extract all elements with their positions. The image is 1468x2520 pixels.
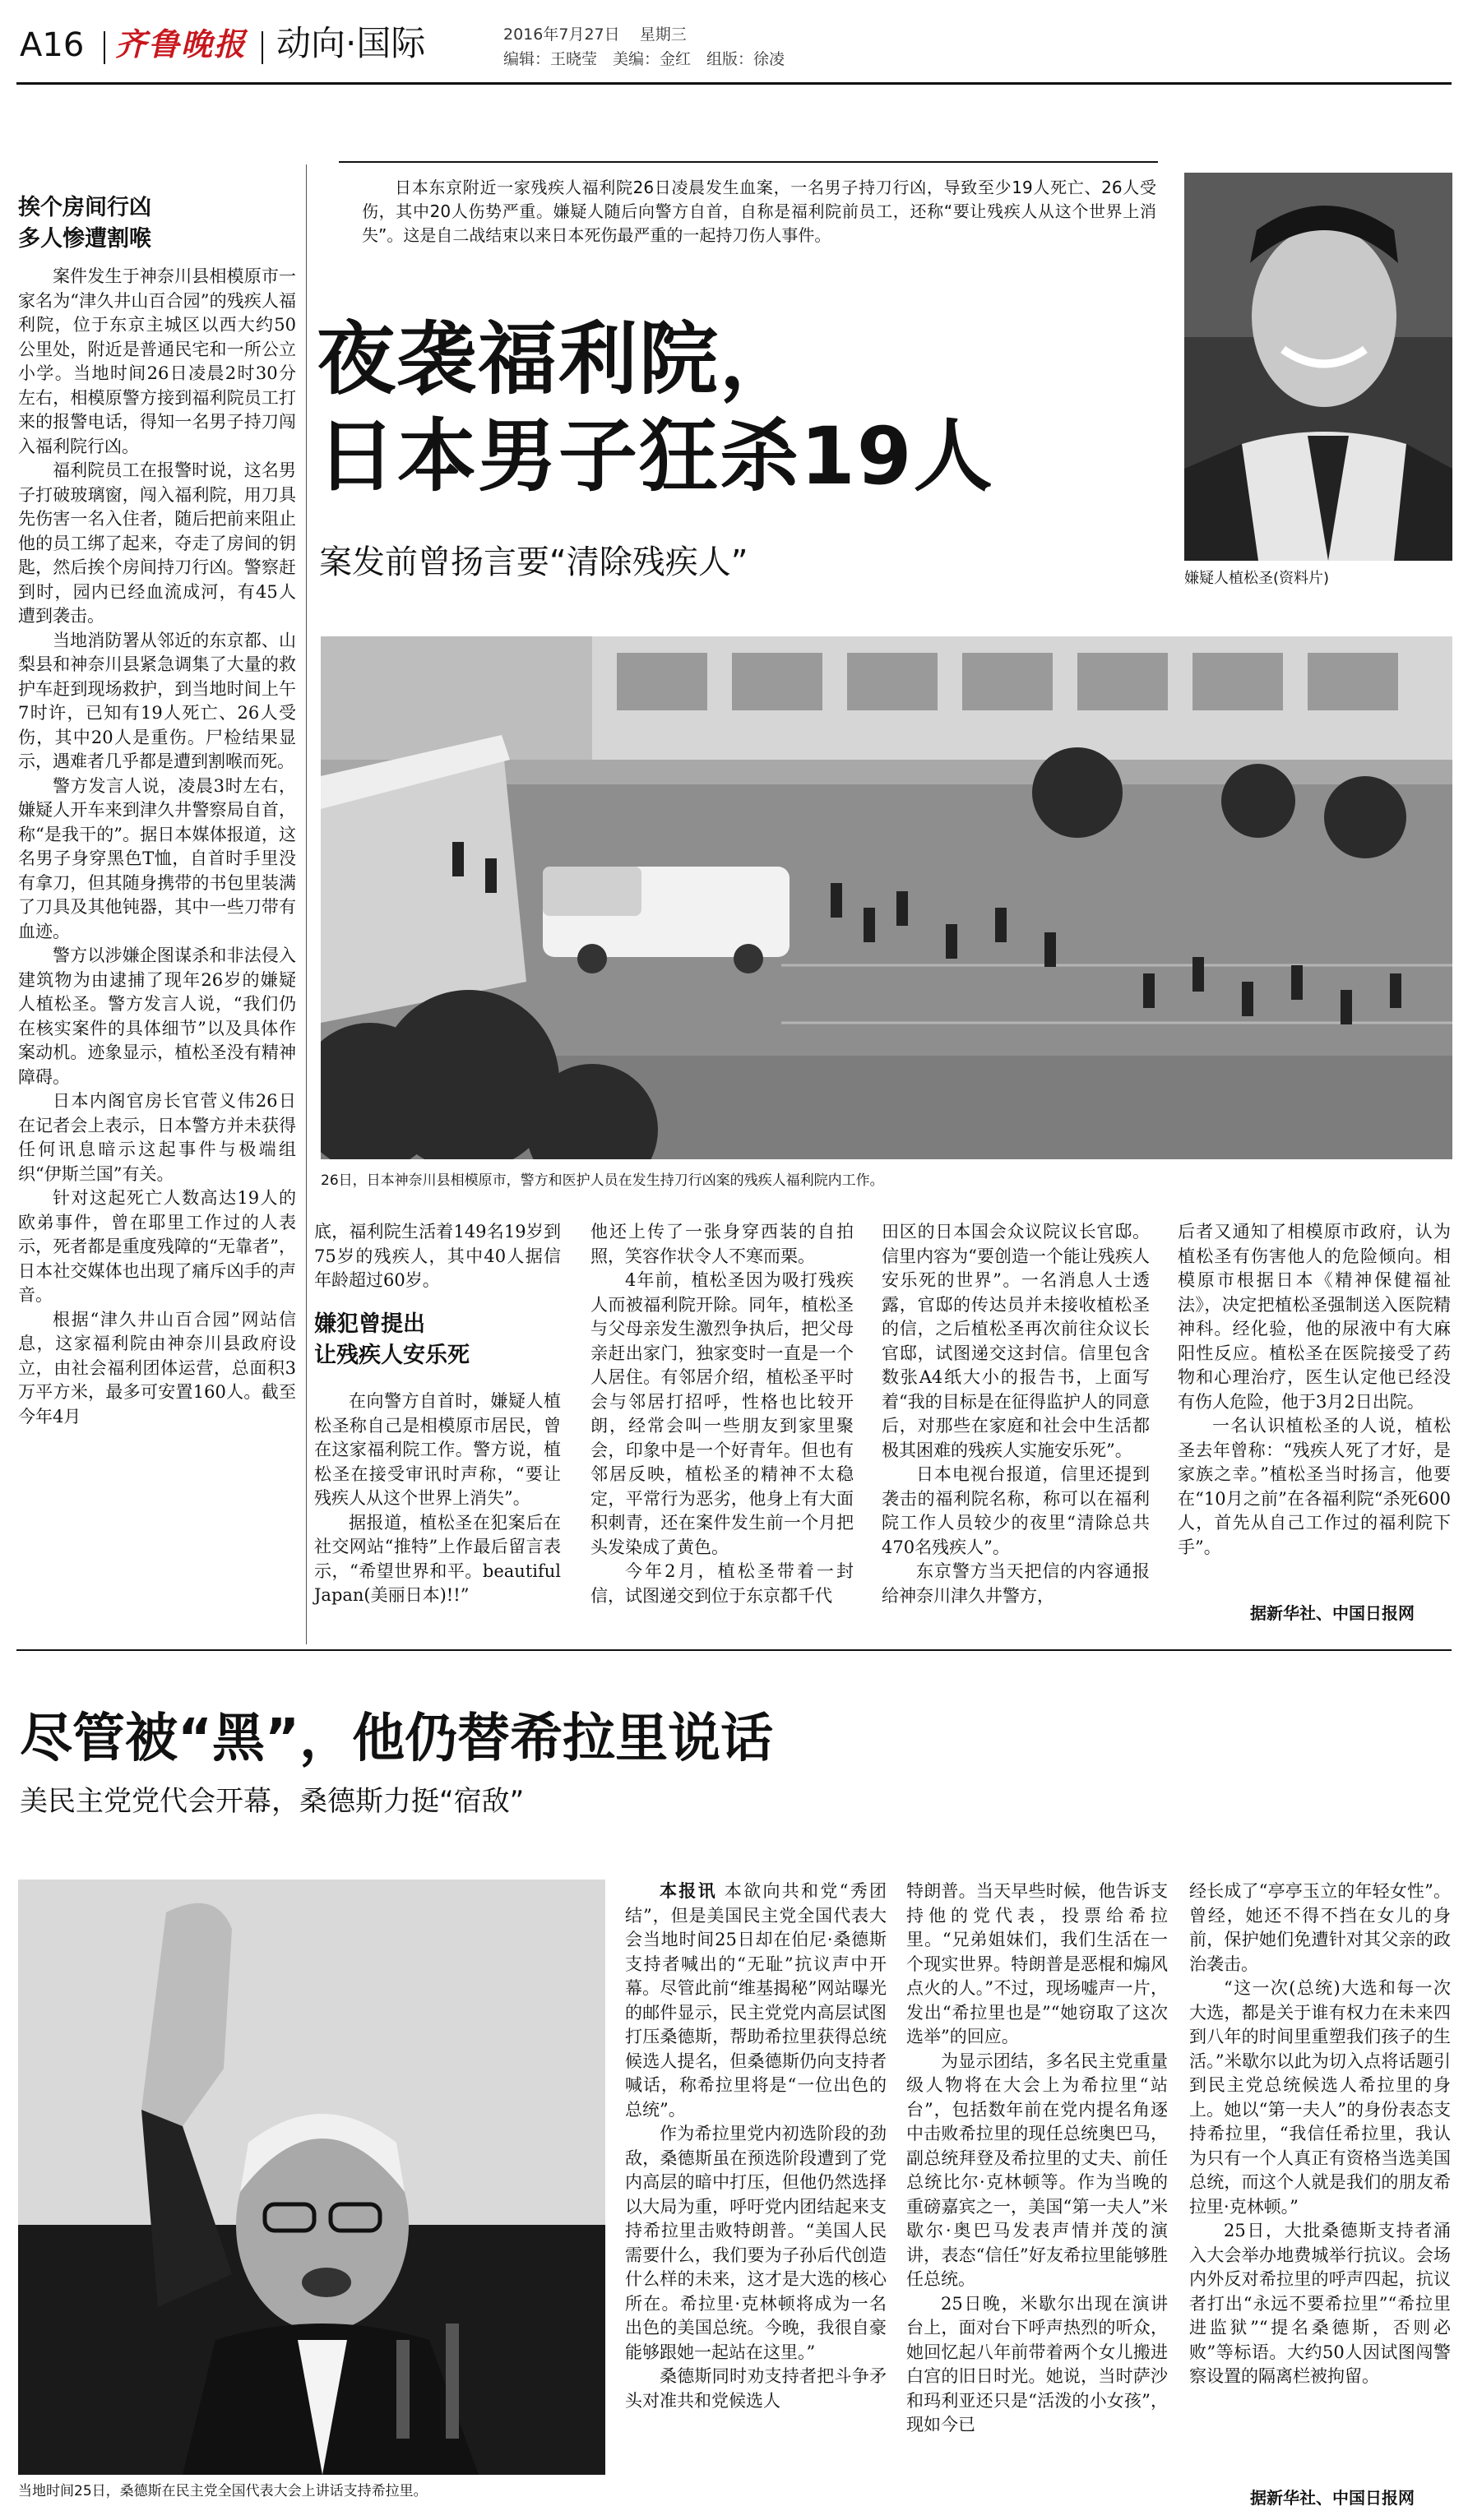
masthead	[0, 0, 1468, 82]
paragraph: “这一次(总统)大选和每一次大选，都是关于谁有权力在未来四到八年的时间里重塑我们孩子的生活。”米歇尔以此为切入点将话题引到民主党总统候选人希拉里的身上。她以“第一夫人”的身份表态支持希拉里，“我信任希拉里，我认为只有一个人真正有资格当选美国总统，而这个人就是我们的朋友希拉里·克林顿。”	[1189, 1978, 1451, 2217]
story2-col3	[1189, 1880, 1451, 2389]
story2-col1	[625, 1880, 887, 2413]
paragraph: 案件发生于神奈川县相模原市一家名为“津久井山百合园”的残疾人福利院，位于东京主城区以西大约50公里处，附近是普通民宅和一所公立小学。当地时间26日凌晨2时30分左右，相模原警方接到福利院员工打来的报警电话，得知一名男子持刀闯入福利院行凶。	[18, 266, 296, 456]
scene-illustration	[321, 636, 1452, 1159]
reporter-tag: 本报讯	[660, 1881, 717, 1901]
story2-headline: 尽管被“黑”，他仍替希拉里说话	[20, 1709, 774, 1769]
paper-name-logo: 齐鲁晚报	[115, 25, 248, 62]
paragraph: 东京警方当天把信的内容通报给神奈川津久井警方，	[882, 1561, 1150, 1606]
paragraph: 据报道，植松圣在犯案后在社交网站“推特”上作最后留言表示，“希望世界和平。beautiful Japan(美丽日本)!!”	[314, 1512, 561, 1605]
sidebar-body	[18, 265, 296, 1429]
masthead-rule	[16, 82, 1452, 85]
paragraph: 作为希拉里党内初选阶段的劲敌，桑德斯虽在预选阶段遭到了党内高层的暗中打压，但他仍然选择以大局为重，呼吁党内团结起来支持希拉里击败特朗普。“美国人民需要什么，我们要为子孙后代创造什么样的未来，这才是大选的核心所在。希拉里·克林顿将成为一名出色的美国总统。今晚，我很自豪能够跟她一起站在这里。”	[625, 2124, 887, 2362]
story2-source: 据新华社、中国日报网	[1250, 2488, 1415, 2508]
column-rule	[306, 164, 307, 1644]
paragraph: 4年前，植松圣因为吸打残疾人而被福利院开除。同年，植松圣与父母亲发生激烈争执后，把父母亲赶出家门，独家变时一直是一个人居住。有邻居介绍，植松圣平时会与邻居打招呼，性格也比较开朗，经常会叫一些朋友到家里聚会，印象中是一个好青年。但也有邻居反映，植松圣的精神不太稳定，平常行为恶劣，他身上有大面积刺青，还在案件发生前一个月把头发染成了黄色。	[590, 1270, 854, 1557]
story-divider	[16, 1649, 1452, 1651]
story1-subheadline: 案发前曾扬言要“清除残疾人”	[319, 543, 748, 581]
paragraph: 警方发言人说，凌晨3时左右，嫌疑人开车来到津久井警察局自首，称“是我干的”。据日本媒体报道，这名男子身穿黑色T恤，自首时手里没有拿刀，但其随身携带的书包里装满了刀具及其他钝器，其中一些刀带有血迹。	[18, 775, 296, 941]
sidebar-heading-line2: 多人惨遭割喉	[18, 226, 151, 252]
story1-col2	[314, 1389, 561, 1608]
story1-lede: 日本东京附近一家残疾人福利院26日凌晨发生血案，一名男子持刀行凶，导致至少19人死亡、26人受伤，其中20人伤势严重。嫌疑人随后向警方自首，自称是福利院前员工，还称“要让残疾人从这个世界上消失”。这是自二战结束以来日本死伤最严重的一起持刀伤人事件。	[362, 178, 1156, 245]
paragraph: 日本内阁官房长官菅义伟26日在记者会上表示，日本警方并未获得任何讯息暗示这起事件与极端组织“伊斯兰国”有关。	[18, 1091, 296, 1184]
sanders-illustration	[18, 1880, 605, 2475]
paragraph: 经长成了“亭亭玉立的年轻女性”。曾经，她还不得不挡在女儿的身前，保护她们免遭针对其父亲的政治袭击。	[1189, 1881, 1451, 1974]
paragraph-text: 本欲向共和党“秀团结”，但是美国民主党全国代表大会当地时间25日却在伯尼·桑德斯支持者喊出的“无耻”抗议声中开幕。尽管此前“维基揭秘”网站曝光的邮件显示，民主党党内高层试图打压桑德斯，帮助希拉里获得总统候选人提名，但桑德斯仍向支持者喊话，称希拉里将是“一位出色的总统”。	[625, 1881, 887, 2120]
paragraph: 在向警方自首时，嫌疑人植松圣称自己是相模原市居民，曾在这家福利院工作。警方说，植松圣在接受审讯时声称，“要让残疾人从这个世界上消失”。	[314, 1391, 561, 1508]
story1-source: 据新华社、中国日报网	[1250, 1603, 1415, 1623]
paragraph: 后者又通知了相模原市政府，认为植松圣有伤害他人的危险倾向。相模原市根据日本《精神保健福祉法》，决定把植松圣强制送入医院精神科。经化验，他的尿液中有大麻阳性反应。植松圣在医院接受了药物和心理治疗，医生认定他已经没有伤人危险，他于3月2日出院。	[1178, 1222, 1451, 1412]
page-number: A16	[20, 26, 85, 64]
paragraph	[625, 1880, 887, 2122]
masthead-divider	[262, 31, 263, 64]
paragraph: 桑德斯同时劝支持者把斗争矛头对准共和党候选人	[625, 2366, 887, 2411]
paragraph: 针对这起死亡人数高达19人的欧弟事件，曾在耶里工作过的人表示，死者都是重度残障的“无靠者”，日本社交媒体也出现了痛斥凶手的声音。	[18, 1188, 296, 1305]
story1-headline	[317, 311, 1172, 505]
issue-date	[503, 25, 687, 44]
paragraph: 福利院员工在报警时说，这名男子打破玻璃窗，闯入福利院，用刀具先伤害一名入住者，随后把前来阻止他的员工绑了起来，夺走了房间的钥匙，然后挨个房间持刀行凶。警察赶到时，园内已经血流成河，有45人遭到袭击。	[18, 460, 296, 626]
story2-subheadline: 美民主党党代会开幕，桑德斯力挺“宿敌”	[20, 1785, 525, 1818]
story1-col4	[882, 1220, 1150, 1608]
col2-heading-line1: 嫌犯曾提出	[314, 1311, 425, 1337]
paragraph: 当地消防署从邻近的东京都、山梨县和神奈川县紧急调集了大量的救护车赶到现场救护，到当地时间上午7时许，已知有19人死亡、26人受伤，其中20人是重伤。尸检结果显示，遇难者几乎都是遭到割喉而死。	[18, 630, 296, 771]
sanders-photo	[18, 1880, 605, 2475]
paragraph: 一名认识植松圣的人说，植松圣去年曾称：“残疾人死了才好，是家族之幸。”植松圣当时扬言，他要在“10月之前”在各福利院“杀死600人，首先从自己工作过的福利院下手”。	[1178, 1416, 1451, 1557]
section-title: 动向·国际	[276, 23, 426, 63]
paragraph: 25日晚，米歇尔出现在演讲台上，面对台下呼声热烈的听众，她回忆起八年前带着两个女儿搬进白宫的旧日时光。她说，当时萨沙和玛利亚还只是“活泼的小女孩”，现如今已	[906, 2293, 1168, 2434]
date: 2016年7月27日	[503, 25, 620, 44]
paragraph: 底，福利院生活着149名19岁到75岁的残疾人，其中40人据信年龄超过60岁。	[314, 1222, 561, 1290]
masthead-divider	[104, 31, 105, 64]
sidebar-heading-line1: 挨个房间行凶	[18, 195, 151, 220]
paragraph: 警方以涉嫌企图谋杀和非法侵入建筑物为由逮捕了现年26岁的嫌疑人植松圣。警方发言人说，“我们仍在核实案件的具体细节”以及具体作案动机。迹象显示，植松圣没有精神障碍。	[18, 946, 296, 1087]
story1-col3	[590, 1220, 854, 1608]
paragraph: 田区的日本国会众议院议长官邸。信里内容为“要创造一个能让残疾人安乐死的世界”。一名消息人士透露，官邸的传达员并未接收植松圣的信，之后植松圣再次前往众议长官邸，试图递交这封信。信里包含数张A4纸大小的报告书，上面写着“我的目标是在征得监护人的同意后，对那些在家庭和社会中生活都极其困难的残疾人实施安乐死”。	[882, 1222, 1150, 1460]
story1-col2-top	[314, 1220, 561, 1293]
paragraph: 特朗普。当天早些时候，他告诉支持他的党代表，投票给希拉里。“兄弟姐妹们，我们生活在一个现实世界。特朗普是恶棍和煽风点火的人。”不过，现场嘘声一片，发出“希拉里也是”“她窃取了这次选举”的回应。	[906, 1881, 1168, 2046]
portrait-illustration	[1184, 173, 1452, 561]
paragraph: 他还上传了一张身穿西装的自拍照，笑容作状令人不寒而栗。	[590, 1222, 854, 1266]
lede-rule	[339, 161, 1158, 163]
paragraph: 25日，大批桑德斯支持者涌入大会举办地费城举行抗议。会场内外反对希拉里的呼声四起，抗议者打出“永远不要希拉里”“希拉里进监狱”“提名桑德斯，否则必败”等标语。大约50人因试图闯警察设置的隔离栏被拘留。	[1189, 2221, 1451, 2386]
editor-credits: 编辑：王晓莹 美编：金红 组版：徐凌	[503, 50, 785, 68]
headline-line2: 日本男子狂杀19人	[317, 410, 994, 502]
weekday: 星期三	[639, 25, 687, 44]
portrait-caption: 嫌疑人植松圣(资料片)	[1184, 570, 1330, 587]
paragraph: 今年2月，植松圣带着一封信，试图递交到位于东京都千代	[590, 1561, 854, 1606]
story1-col5	[1178, 1220, 1451, 1560]
sanders-photo-caption: 当地时间25日，桑德斯在民主党全国代表大会上讲话支持希拉里。	[18, 2483, 428, 2499]
scene-photo	[321, 636, 1452, 1159]
paragraph: 日本电视台报道，信里还提到袭击的福利院名称，称可以在福利院工作人员较少的夜里“清除总共470名残疾人”。	[882, 1464, 1150, 1557]
headline-line1: 夜袭福利院，	[317, 313, 800, 405]
story2-col2	[906, 1880, 1168, 2438]
scene-caption: 26日，日本神奈川县相模原市，警方和医护人员在发生持刀行凶案的残疾人福利院内工作。	[321, 1172, 884, 1189]
sidebar-heading	[18, 192, 298, 255]
paragraph: 根据“津久井山百合园”网站信息，这家福利院由神奈川县政府设立，由社会福利团体运营，总面积3万平方米，最多可安置160人。截至今年4月	[18, 1309, 296, 1426]
col2-heading-line2: 让残疾人安乐死	[314, 1343, 470, 1368]
suspect-portrait-photo	[1184, 173, 1452, 561]
col2-heading	[314, 1309, 561, 1371]
paragraph: 为显示团结，多名民主党重量级人物将在大会上为希拉里“站台”，包括数年前在党内提名角逐中击败希拉里的现任总统奥巴马，副总统拜登及希拉里的丈夫、前任总统比尔·克林顿等。作为当晚的重磅嘉宾之一，美国“第一夫人”米歇尔·奥巴马发表声情并茂的演讲，表态“信任”好友希拉里能够胜任总统。	[906, 2051, 1168, 2289]
